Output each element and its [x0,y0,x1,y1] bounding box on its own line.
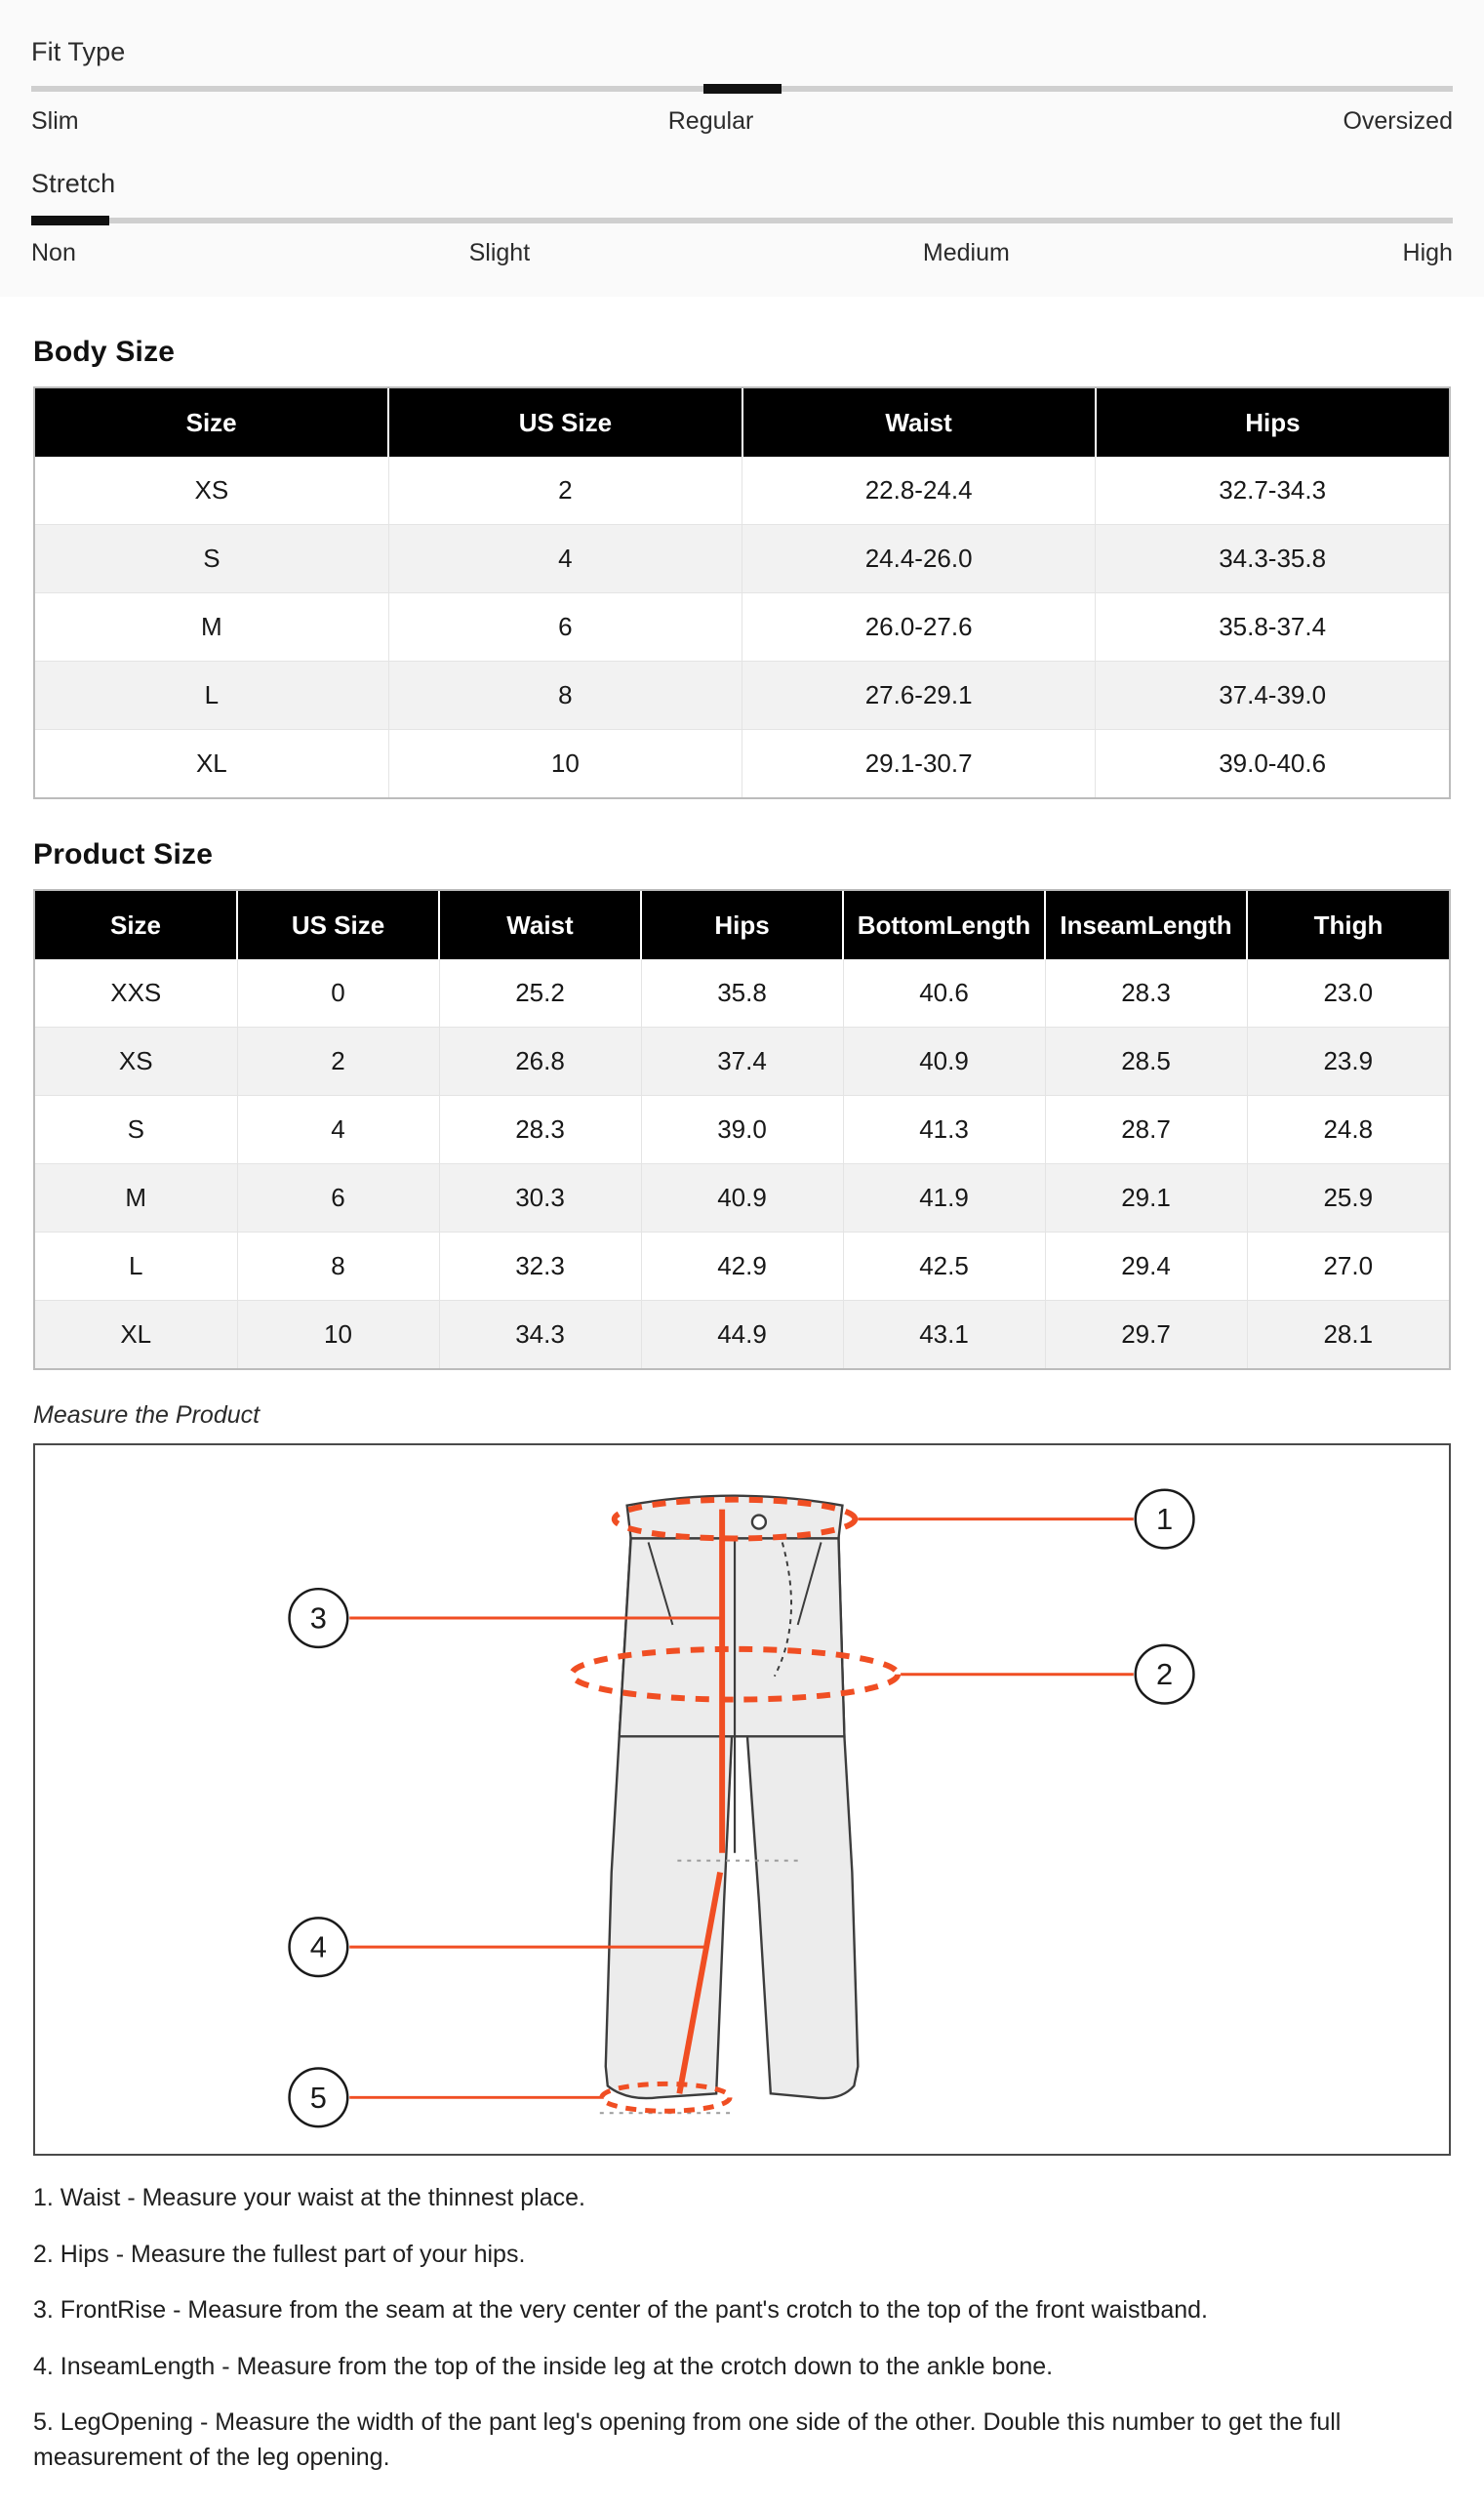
product-size-cell-r0-c3: 35.8 [641,959,843,1028]
product-size-cell-r1-c5: 28.5 [1045,1028,1247,1096]
body-size-header-row [35,388,1449,457]
product-size-cell-r3-c6: 25.9 [1247,1164,1449,1233]
callout-number-5: 5 [309,2081,327,2116]
product-size-cell-r0-c0: XXS [35,959,237,1028]
measurement-note-4: 4. InseamLength - Measure from the top of the inside leg at the crotch down to the ankle bone. [33,2352,1054,2380]
product-size-column-header-5: InseamLength [1045,891,1247,959]
body-size-cell-r2-c2: 26.0-27.6 [742,593,1096,662]
body-size-table-head [35,388,1449,457]
stretch-option-medium[interactable]: Medium [922,239,1010,266]
product-size-cell-r3-c0: M [35,1164,237,1233]
table-row [35,525,1449,593]
callout-number-2: 2 [1156,1657,1174,1692]
product-size-cell-r5-c1: 10 [237,1301,439,1369]
fit-type-option-oversized[interactable]: Oversized [1343,107,1453,135]
fit-type-slider-thumb[interactable] [703,84,782,94]
pants-illustration [600,1496,859,2114]
product-size-cell-r2-c6: 24.8 [1247,1096,1449,1164]
body-size-cell-r3-c2: 27.6-29.1 [742,662,1096,730]
product-size-cell-r1-c3: 37.4 [641,1028,843,1096]
product-size-cell-r3-c1: 6 [237,1164,439,1233]
product-size-column-header-0: Size [35,891,237,959]
measurement-note-5: 5. LegOpening - Measure the width of the pant leg's opening from one side of the other. Double this number to get the full measurement of the leg opening. [33,2408,1342,2471]
product-size-header-row [35,891,1449,959]
body-size-cell-r1-c2: 24.4-26.0 [742,525,1096,593]
product-size-cell-r4-c3: 42.9 [641,1233,843,1301]
body-size-cell-r0-c2: 22.8-24.4 [742,457,1096,525]
product-size-cell-r5-c5: 29.7 [1045,1301,1247,1369]
body-size-cell-r0-c3: 32.7-34.3 [1096,457,1449,525]
product-size-cell-r5-c3: 44.9 [641,1301,843,1369]
body-size-cell-r2-c1: 6 [388,593,742,662]
stretch-slider-thumb[interactable] [31,216,109,225]
product-size-cell-r4-c5: 29.4 [1045,1233,1247,1301]
product-size-cell-r1-c0: XS [35,1028,237,1096]
body-size-table-body [35,457,1449,797]
body-size-cell-r0-c0: XS [35,457,388,525]
fit-type-slider-group [31,37,1453,136]
table-row [35,1096,1449,1164]
body-size-cell-r2-c0: M [35,593,388,662]
product-size-cell-r0-c1: 0 [237,959,439,1028]
measure-product-caption: Measure the Product [33,1401,261,1430]
callout-badge-3[interactable] [290,1590,348,1648]
product-size-cell-r1-c2: 26.8 [439,1028,641,1096]
product-size-cell-r2-c1: 4 [237,1096,439,1164]
product-size-cell-r4-c4: 42.5 [843,1233,1045,1301]
product-size-cell-r2-c0: S [35,1096,237,1164]
fit-type-option-regular[interactable]: Regular [667,107,754,135]
product-size-column-header-3: Hips [641,891,843,959]
product-size-cell-r2-c4: 41.3 [843,1096,1045,1164]
body-size-cell-r4-c2: 29.1-30.7 [742,730,1096,798]
fit-type-option-slim[interactable]: Slim [31,107,79,135]
product-size-cell-r4-c6: 27.0 [1247,1233,1449,1301]
pants-hip-block [620,1539,845,1737]
stretch-option-slight[interactable]: Slight [468,239,531,266]
body-size-table-container [33,386,1451,799]
product-size-heading: Product Size [33,838,214,871]
fit-type-title: Fit Type [31,37,126,66]
fit-type-scale-labels [31,107,1453,136]
stretch-slider-group [31,169,1453,267]
table-row [35,959,1449,1028]
product-size-cell-r4-c0: L [35,1233,237,1301]
callout-badge-1[interactable] [1136,1490,1194,1549]
table-row [35,662,1449,730]
pants-measurement-diagram [33,1443,1451,2156]
product-size-cell-r1-c4: 40.9 [843,1028,1045,1096]
table-row [35,457,1449,525]
product-size-cell-r5-c6: 28.1 [1247,1301,1449,1369]
product-size-cell-r1-c1: 2 [237,1028,439,1096]
product-size-cell-r4-c2: 32.3 [439,1233,641,1301]
body-size-cell-r3-c3: 37.4-39.0 [1096,662,1449,730]
body-size-cell-r2-c3: 35.8-37.4 [1096,593,1449,662]
measurement-instructions-list [33,2181,1451,2475]
body-size-cell-r1-c0: S [35,525,388,593]
body-size-cell-r3-c0: L [35,662,388,730]
fit-type-slider-track[interactable] [31,86,1453,92]
stretch-slider-track[interactable] [31,218,1453,223]
table-row [35,730,1449,798]
fit-attributes-panel [0,0,1484,297]
product-size-cell-r0-c2: 25.2 [439,959,641,1028]
table-row [35,1028,1449,1096]
callout-badge-5[interactable] [290,2069,348,2127]
product-size-cell-r3-c3: 40.9 [641,1164,843,1233]
product-size-table-container [33,889,1451,1370]
product-size-table-body [35,959,1449,1368]
stretch-scale-labels [31,239,1453,267]
body-size-cell-r1-c1: 4 [388,525,742,593]
product-size-cell-r0-c6: 23.0 [1247,959,1449,1028]
product-size-column-header-1: US Size [237,891,439,959]
product-size-cell-r3-c5: 29.1 [1045,1164,1247,1233]
table-row [35,1301,1449,1369]
body-size-cell-r4-c1: 10 [388,730,742,798]
product-size-cell-r1-c6: 23.9 [1247,1028,1449,1096]
callout-badge-4[interactable] [290,1919,348,1977]
body-size-cell-r4-c3: 39.0-40.6 [1096,730,1449,798]
product-size-cell-r0-c5: 28.3 [1045,959,1247,1028]
measurement-note-2: 2. Hips - Measure the fullest part of your hips. [33,2240,526,2268]
product-size-cell-r2-c3: 39.0 [641,1096,843,1164]
stretch-option-high[interactable]: High [1402,239,1453,266]
table-row [35,593,1449,662]
stretch-option-non[interactable]: Non [31,239,76,266]
measurement-note-1: 1. Waist - Measure your waist at the thinnest place. [33,2184,585,2212]
product-size-column-header-4: BottomLength [843,891,1045,959]
body-size-column-header-0: Size [35,388,388,457]
product-size-cell-r2-c5: 28.7 [1045,1096,1247,1164]
measurement-note-3: 3. FrontRise - Measure from the seam at the very center of the pant's crotch to the top of the front waistband. [33,2296,1208,2325]
body-size-cell-r4-c0: XL [35,730,388,798]
product-size-cell-r2-c2: 28.3 [439,1096,641,1164]
callout-number-1: 1 [1156,1502,1174,1537]
product-size-cell-r5-c4: 43.1 [843,1301,1045,1369]
pants-diagram-svg [35,1445,1449,2154]
body-size-cell-r3-c1: 8 [388,662,742,730]
product-size-cell-r5-c2: 34.3 [439,1301,641,1369]
body-size-cell-r1-c3: 34.3-35.8 [1096,525,1449,593]
body-size-cell-r0-c1: 2 [388,457,742,525]
product-size-cell-r0-c4: 40.6 [843,959,1045,1028]
callout-number-3: 3 [309,1600,327,1636]
table-row [35,1233,1449,1301]
product-size-cell-r5-c0: XL [35,1301,237,1369]
product-size-column-header-6: Thigh [1247,891,1449,959]
body-size-table [35,388,1449,797]
callout-number-4: 4 [309,1929,327,1964]
table-row [35,1164,1449,1233]
pants-button-icon [752,1516,766,1529]
product-size-table [35,891,1449,1368]
callout-badge-2[interactable] [1136,1645,1194,1704]
product-size-column-header-2: Waist [439,891,641,959]
body-size-column-header-1: US Size [388,388,742,457]
body-size-column-header-2: Waist [742,388,1096,457]
product-size-table-head [35,891,1449,959]
body-size-heading: Body Size [33,336,176,368]
product-size-cell-r3-c4: 41.9 [843,1164,1045,1233]
product-size-cell-r4-c1: 8 [237,1233,439,1301]
product-size-cell-r3-c2: 30.3 [439,1164,641,1233]
body-size-column-header-3: Hips [1096,388,1449,457]
stretch-title: Stretch [31,169,116,198]
